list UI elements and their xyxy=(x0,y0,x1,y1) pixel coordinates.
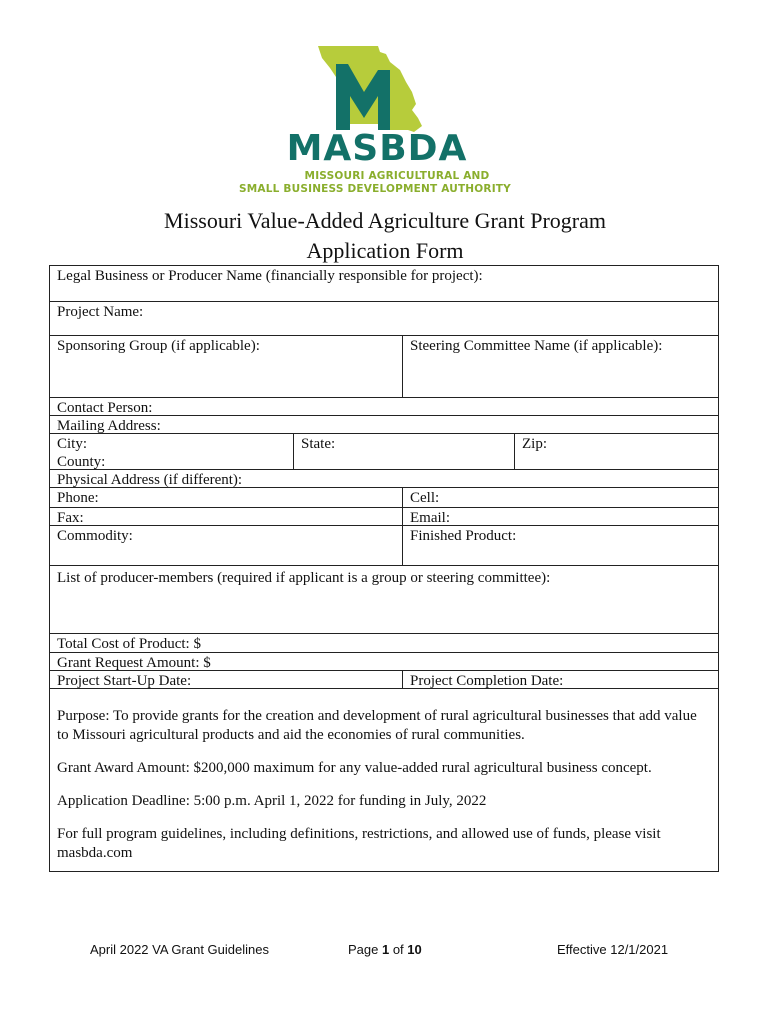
fax-field[interactable]: Fax: xyxy=(57,510,84,526)
legal-name-field[interactable]: Legal Business or Producer Name (financially responsible for project): xyxy=(57,268,483,284)
page-total: 10 xyxy=(407,942,422,957)
award-text: Grant Award Amount: $200,000 maximum for any value-added rural agricultural business concept. xyxy=(57,760,652,776)
steering-committee-field[interactable]: Steering Committee Name (if applicable): xyxy=(402,336,718,397)
page-of: of xyxy=(389,942,408,957)
form-row-dates xyxy=(50,671,718,689)
contact-person-field[interactable]: Contact Person: xyxy=(57,400,153,416)
cell-field[interactable]: Cell: xyxy=(402,488,718,507)
document-title: Missouri Value-Added Agriculture Grant Program xyxy=(164,208,606,233)
completion-date-field[interactable]: Project Completion Date: xyxy=(402,671,718,688)
deadline-text: Application Deadline: 5:00 p.m. April 1, 2022 for funding in July, 2022 xyxy=(57,793,487,809)
purpose-text: Purpose: To provide grants for the creation and development of rural agricultural businesses that add value to Missouri agricultural products and aid the economies of rural communities. xyxy=(57,708,697,743)
mailing-address-field[interactable]: Mailing Address: xyxy=(57,418,161,434)
form-row-info xyxy=(50,689,718,871)
city-county-cell xyxy=(50,434,293,469)
form-row-total-cost xyxy=(50,634,718,653)
form-row-legal-name xyxy=(50,266,718,302)
application-form xyxy=(49,265,719,872)
county-field[interactable]: County: xyxy=(57,454,106,470)
form-row-physical xyxy=(50,470,718,488)
guidelines-text: For full program guidelines, including definitions, restrictions, and allowed use of funds, please visit masbda.com xyxy=(57,826,661,861)
commodity-field[interactable]: Commodity: xyxy=(57,528,133,544)
sponsoring-group-field[interactable]: Sponsoring Group (if applicable): xyxy=(57,338,260,354)
grant-request-field[interactable]: Grant Request Amount: $ xyxy=(57,655,211,671)
footer-left: April 2022 VA Grant Guidelines xyxy=(90,942,269,957)
program-info xyxy=(50,689,718,871)
document-subtitle: Application Form xyxy=(306,238,464,263)
phone-field[interactable]: Phone: xyxy=(57,490,99,506)
footer-right: Effective 12/1/2021 xyxy=(557,942,669,957)
physical-address-field[interactable]: Physical Address (if different): xyxy=(57,472,243,488)
zip-field[interactable]: Zip: xyxy=(514,434,718,469)
form-row-project-name xyxy=(50,302,718,336)
logo-subtitle-line2: SMALL BUSINESS DEVELOPMENT AUTHORITY xyxy=(239,183,511,195)
total-cost-field[interactable]: Total Cost of Product: $ xyxy=(57,636,201,652)
form-row-commodity xyxy=(50,526,718,566)
city-field[interactable]: City: xyxy=(57,436,88,452)
form-row-grant-request xyxy=(50,653,718,671)
finished-product-field[interactable]: Finished Product: xyxy=(402,526,718,565)
form-row-members xyxy=(50,566,718,634)
project-name-field[interactable]: Project Name: xyxy=(57,304,144,320)
form-row-location xyxy=(50,434,718,470)
page-prefix: Page xyxy=(348,942,382,957)
producer-members-field[interactable]: List of producer-members (required if applicant is a group or steering committee): xyxy=(57,570,551,586)
start-date-field[interactable]: Project Start-Up Date: xyxy=(57,673,192,689)
logo-wordmark: MASBDA xyxy=(286,128,468,169)
page-number xyxy=(348,942,422,957)
state-field[interactable]: State: xyxy=(293,434,514,469)
logo-subtitle-line1: MISSOURI AGRICULTURAL AND xyxy=(304,170,490,182)
form-row-groups xyxy=(50,336,718,398)
masbda-logo xyxy=(230,40,520,200)
form-row-phone xyxy=(50,488,718,508)
page-current: 1 xyxy=(381,942,390,957)
form-row-contact xyxy=(50,398,718,416)
form-row-mailing xyxy=(50,416,718,434)
form-row-fax xyxy=(50,508,718,526)
email-field[interactable]: Email: xyxy=(402,508,718,525)
